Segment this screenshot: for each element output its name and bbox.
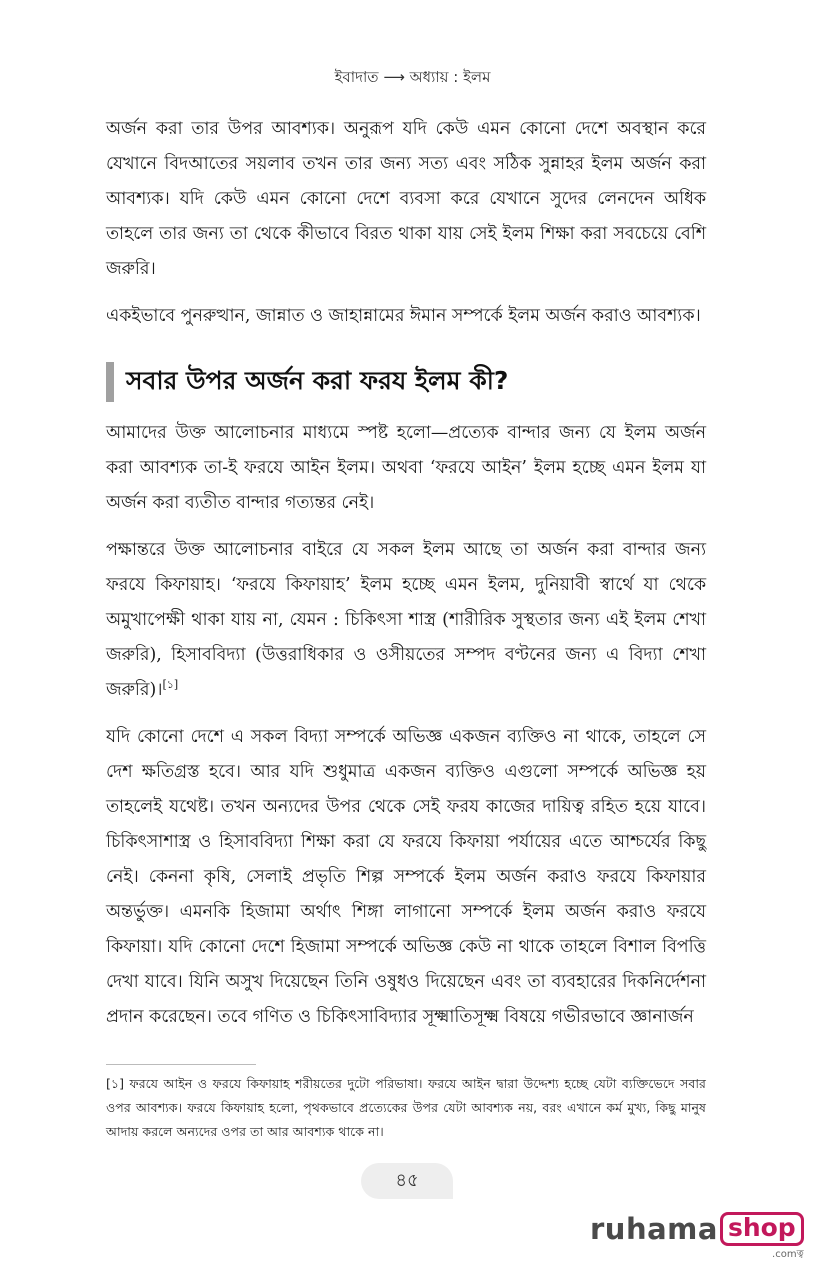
paragraph-with-footnote — [106, 533, 706, 708]
paragraph: যদি কোনো দেশে এ সকল বিদ্যা সম্পর্কে অভিজ্ঞ একজন ব্যক্তিও না থাকে, তাহলে সে দেশ ক্ষতিগ্রস্ত হবে। আর যদি শুধুমাত্র একজন ব্যক্তিও এগুলো সম্পর্কে অভিজ্ঞ হয় তাহলেই যথেষ্ট। তখন অন্যদের উপর থেকে সেই ফরয কাজের দায়িত্ব রহিত হয়ে যাবে। চিকিৎসাশাস্ত্র ও হিসাববিদ্যা শিক্ষা করা যে ফরযে কিফায়া পর্যায়ের এতে আশ্চর্যের কিছু নেই। কেননা কৃষি, সেলাই প্রভৃতি শিল্প সম্পর্কে ইলম অর্জন করাও ফরযে কিফায়ার অন্তর্ভুক্ত। এমনকি হিজামা অর্থাৎ শিঙ্গা লাগানো সম্পর্কে ইলম অর্জন করাও ফরযে কিফায়া। যদি কোনো দেশে হিজামা সম্পর্কে অভিজ্ঞ কেউ না থাকে তাহলে বিশাল বিপত্তি দেখা যাবে। যিনি অসুখ দিয়েছেন তিনি ওষুধও দিয়েছেন এবং তা ব্যবহারের দিকনির্দেশনা প্রদান করেছেন। তবে গণিত ও চিকিৎসাবিদ্যার সূক্ষ্মাতিসূক্ষ্ম বিষয়ে গভীরভাবে জ্ঞানার্জন — [106, 727, 706, 1027]
brand-name: ruhama — [590, 1212, 718, 1246]
footnote — [106, 1072, 706, 1144]
paragraph: আমাদের উক্ত আলোচনার মাধ্যমে স্পষ্ট হলো—প্রত্যেক বান্দার জন্য যে ইলম অর্জন করা আবশ্যক তা-ই ফরযে আইন ইলম। অথবা ‘ফরযে আইন’ ইলম হচ্ছে এমন ইলম যা অর্জন করা ব্যতীত বান্দার গত্যন্তর নেই। — [106, 423, 706, 513]
footnote-text: ফরযে আইন ও ফরযে কিফায়াহ শরীয়তের দুটো পরিভাষা। ফরযে আইন দ্বারা উদ্দেশ্য হচ্ছে যেটা ব্যক্তিভেদে সবার ওপর আবশ্যক। ফরযে কিফায়াহ হলো, পৃথকভাবে প্রত্যেকের উপর যেটা আবশ্যক নয়, বরং এখানে কর্ম মুখ্য, কিছু মানুষ আদায় করলে অন্যদের ওপর তা আর আবশ্যক থাকে না। — [106, 1076, 706, 1139]
brand-logo — [590, 1212, 804, 1258]
footnote-marker: [১] — [106, 1076, 124, 1091]
brand-shop-box — [720, 1212, 804, 1264]
paragraph: একইভাবে পুনরুত্থান, জান্নাত ও জাহান্নামের ঈমান সম্পর্কে ইলম অর্জন করাও আবশ্যক। — [106, 306, 701, 326]
brand-shop-label: shop — [720, 1212, 804, 1246]
paragraph: অর্জন করা তার উপর আবশ্যক। অনুরূপ যদি কেউ এমন কোনো দেশে অবস্থান করে যেখানে বিদআতের সয়লাব তখন তার জন্য সত্য এবং সঠিক সুন্নাহর ইলম অর্জন করা আবশ্যক। যদি কেউ এমন কোনো দেশে ব্যবসা করে যেখানে সুদের লেনদেন অধিক তাহলে তার জন্য তা থেকে কীভাবে বিরত থাকা যায় সেই ইলম শিক্ষা করা সবচেয়ে বেশি জরুরি। — [106, 119, 706, 279]
running-header: ইবাদাত ⟶ অধ্যায় : ইলম — [334, 68, 491, 86]
page-number: ৪৫ — [361, 1163, 453, 1199]
footnote-reference[interactable]: [১] — [162, 678, 179, 692]
page-body — [106, 112, 706, 1047]
paragraph-text: পক্ষান্তরে উক্ত আলোচনার বাইরে যে সকল ইলম আছে তা অর্জন করা বান্দার জন্য ফরযে কিফায়াহ। ‘ফরযে কিফায়াহ’ ইলম হচ্ছে এমন ইলম, দুনিয়াবী স্বার্থে যা থেকে অমুখাপেক্ষী থাকা যায় না, যেমন : চিকিৎসা শাস্ত্র (শারীরিক সুস্থতার জন্য এই ইলম শেখা জরুরি), হিসাববিদ্যা (উত্তরাধিকার ও ওসীয়তের সম্পদ বণ্টনের জন্য এ বিদ্যা শেখা জরুরি)। — [106, 540, 706, 700]
section-heading-text: সবার উপর অর্জন করা ফরয ইলম কী? — [126, 365, 509, 395]
footnote-divider — [106, 1064, 256, 1065]
section-heading — [106, 362, 706, 402]
heading-accent-bar — [106, 362, 114, 402]
brand-domain: .comত্ব — [772, 1249, 804, 1260]
